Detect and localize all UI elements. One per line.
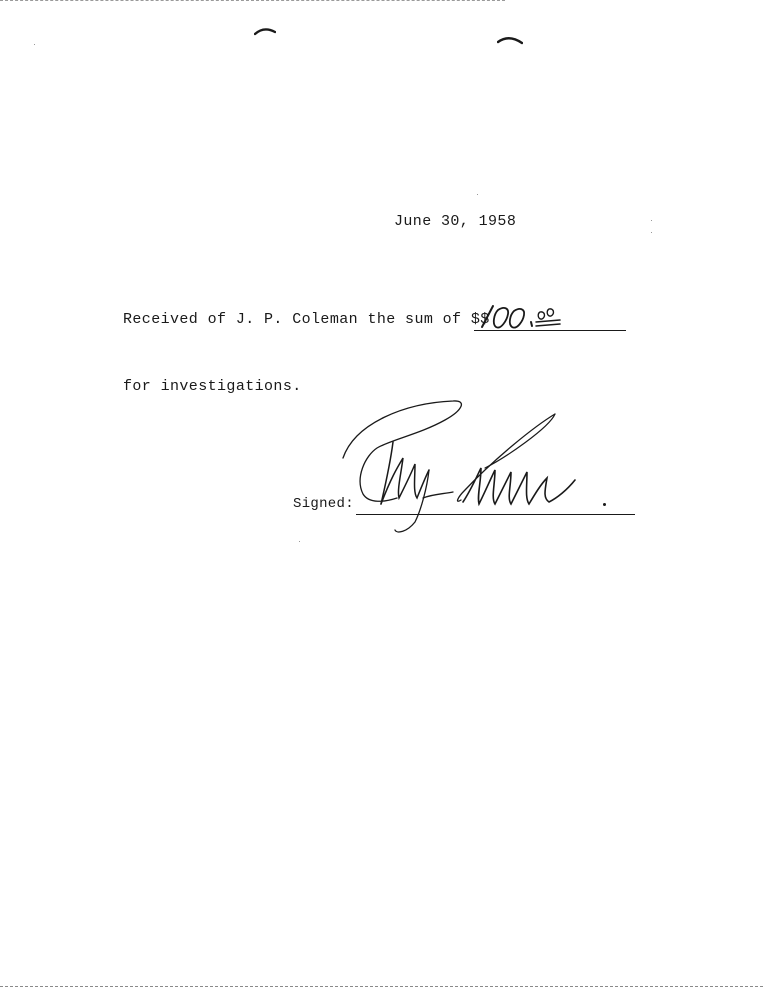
paper-speck	[34, 44, 35, 45]
paper-speck	[651, 220, 652, 221]
paper-speck	[477, 194, 478, 195]
signed-label: Signed:	[293, 496, 354, 512]
received-statement: Received of J. P. Coleman the sum of $$	[123, 311, 490, 328]
punch-hole-mark	[497, 33, 523, 45]
signature-period	[603, 503, 606, 506]
paper-speck	[651, 232, 652, 233]
bottom-edge-perforation	[0, 986, 763, 987]
amount-underline	[474, 330, 626, 331]
handwritten-amount	[474, 302, 626, 332]
paper-speck	[299, 541, 300, 542]
top-edge-perforation	[0, 0, 505, 1]
handwritten-signature	[335, 398, 625, 538]
purpose-line: for investigations.	[123, 378, 302, 395]
receipt-date: June 30, 1958	[394, 213, 517, 230]
punch-hole-mark	[254, 26, 276, 36]
